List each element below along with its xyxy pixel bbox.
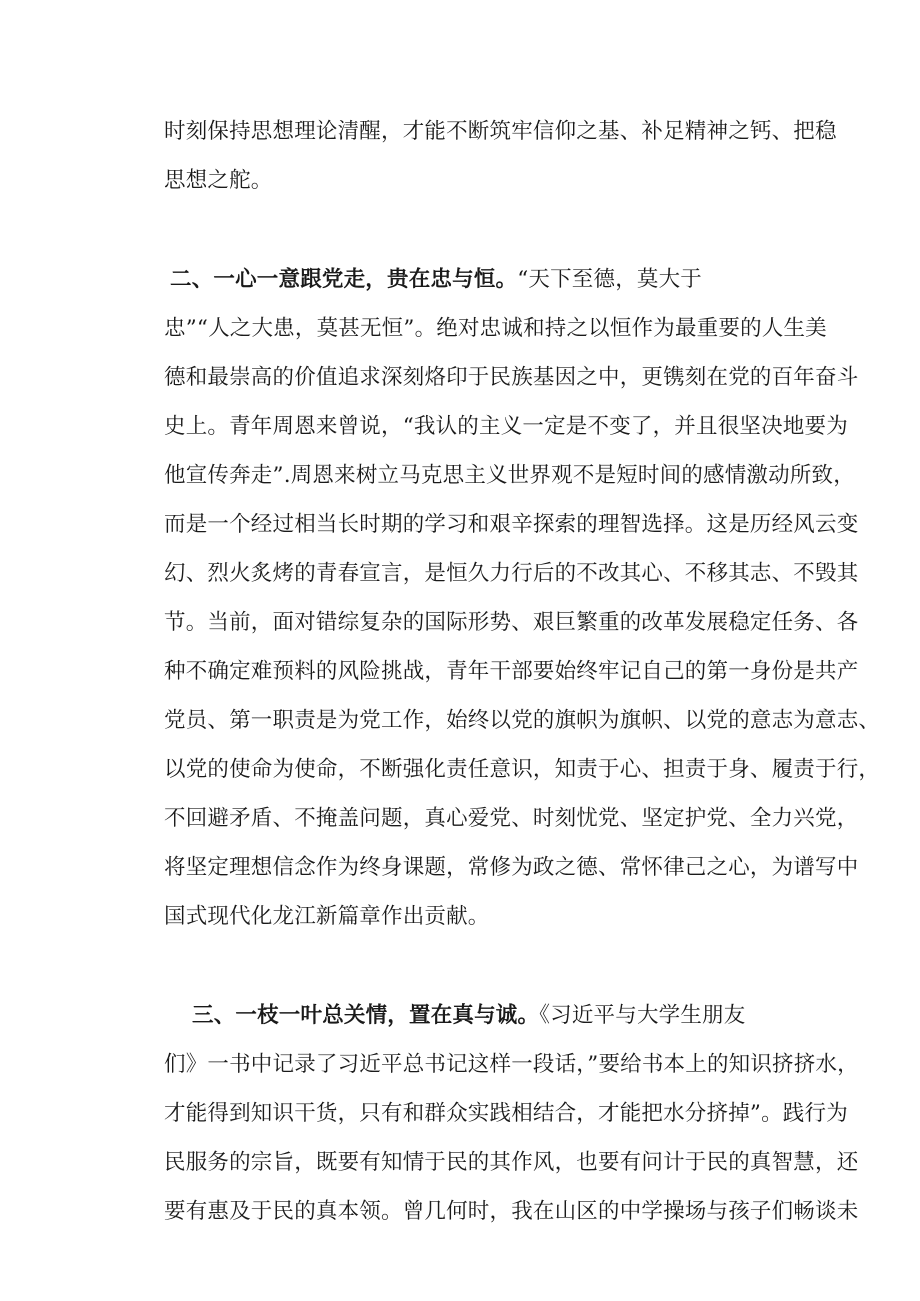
- paragraph-line: 不回避矛盾、不掩盖问题，真心爱党、时刻忧党、坚定护党、全力兴党，: [164, 806, 859, 831]
- paragraph-line: 而是一个经过相当长时期的学习和艰辛探索的理智选择。这是历经风云变: [164, 512, 859, 537]
- paragraph-line: 民服务的宗旨，既要有知情于民的其作风，也要有问计于民的真智慧，还: [164, 1150, 859, 1175]
- paragraph-line: 们》一书中记录了习近平总书记这样一段话，”要给书本上的知识挤挤水，: [164, 1052, 859, 1077]
- section-3-heading: 三、一枝一叶总关情，置在真与诚。: [192, 1003, 540, 1028]
- paragraph-line: 以党的使命为使命，不断强化责任意识，知责于心、担责于身、履责于行，: [164, 757, 881, 782]
- paragraph-line: 幻、烈火炙烤的青春宣言，是恒久力行后的不改其心、不移其志、不毁其: [164, 561, 859, 586]
- section-2-heading: 二、一心一意跟党走，贵在忠与恒。: [170, 267, 518, 292]
- paragraph-line: 才能得到知识干货，只有和群众实践相结合，才能把水分挤掉”。践行为: [164, 1101, 848, 1126]
- paragraph-line: 党员、第一职责是为党工作，始终以党的旗帜为旗帜、以党的意志为意志、: [164, 708, 881, 733]
- paragraph-line: 忠”“人之大患，莫甚无恒”。绝对忠诚和持之以恒作为最重要的人生美: [164, 316, 827, 341]
- section-3-first-line: [192, 1001, 832, 1031]
- section-2-quote: “天下至德，莫大于: [517, 267, 702, 292]
- paragraph-line: 节。当前，面对错综复杂的国际形势、艰巨繁重的改革发展稳定任务、各: [164, 610, 859, 635]
- paragraph-line: 国式现代化龙江新篇章作出贡献。: [164, 904, 490, 929]
- paragraph-line: 史上。青年周恩来曾说，“我认的主义一定是不变了，并且很坚决地要为: [164, 414, 848, 439]
- paragraph-line: 种不确定难预料的风险挑战，青年干部要始终牢记自己的第一身份是共产: [164, 659, 859, 684]
- paragraph-line: 思想之舵。: [164, 168, 273, 193]
- paragraph-line: 将坚定理想信念作为终身课题，常修为政之德、常怀律己之心，为谱写中: [164, 855, 859, 880]
- section-2-first-line: [170, 265, 810, 295]
- paragraph-line: 要有惠及于民的真本领。曾几何时，我在山区的中学操场与孩子们畅谈未: [164, 1199, 859, 1224]
- paragraph-line: 德和最崇高的价值追求深刻烙印于民族基因之中，更镌刻在党的百年奋斗: [164, 365, 859, 390]
- section-3-book-title: 《习近平与大学生朋友: [539, 1003, 746, 1028]
- paragraph-line: 时刻保持思想理论清醒，才能不断筑牢信仰之基、补足精神之钙、把稳: [164, 119, 837, 144]
- paragraph-line: 他宣传奔走”.周恩来树立马克思主义世界观不是短时间的感情激动所致，: [164, 463, 855, 488]
